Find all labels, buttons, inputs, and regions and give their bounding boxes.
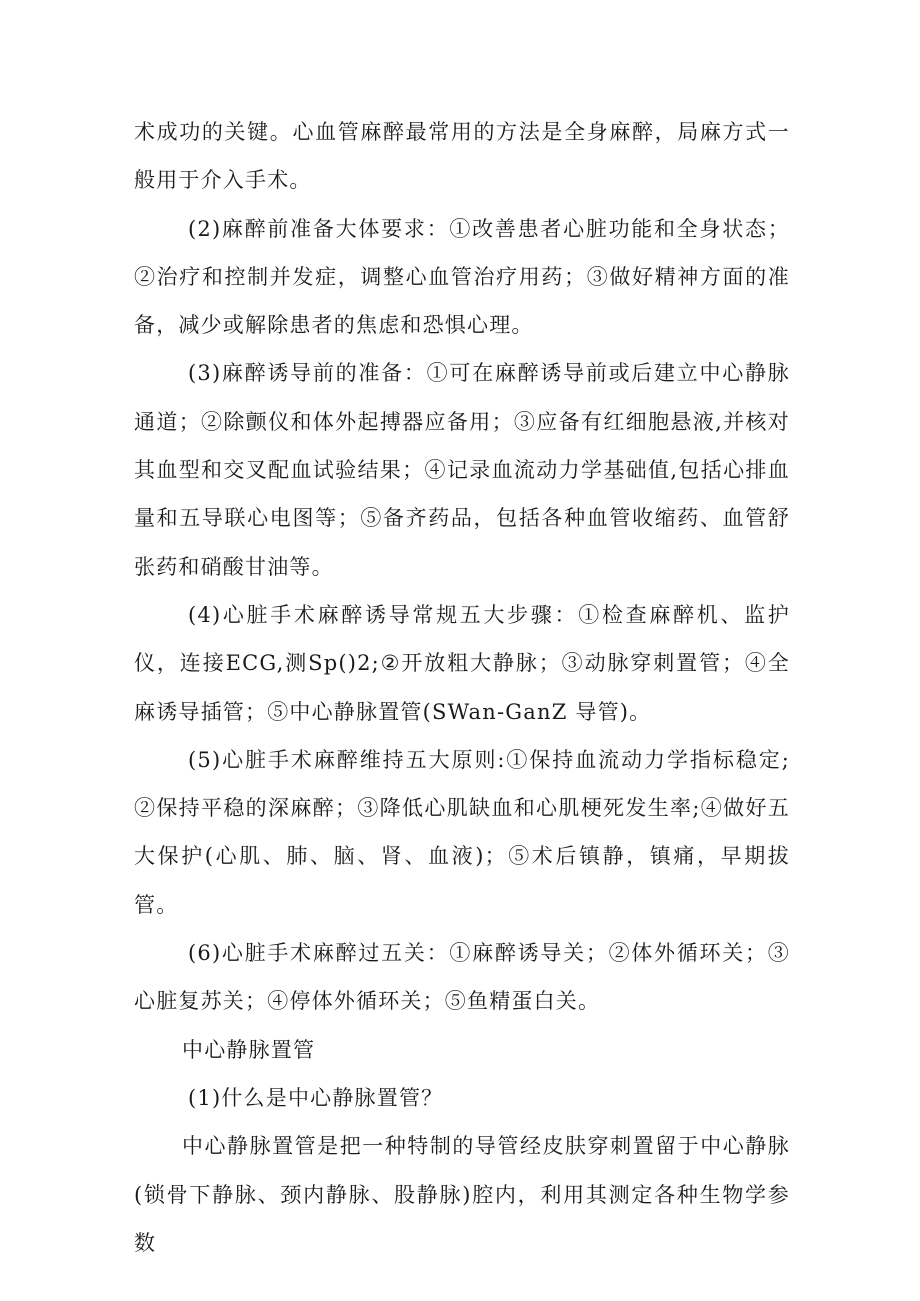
paragraph-five-checkpoints: (6)心脏手术麻醉过五关：①麻醉诱导关；②体外循环关；③心脏复苏关；④停体外循环关；⑤鱼精蛋白关。 bbox=[134, 941, 790, 1014]
paragraph-preparation-requirements: (2)麻醉前准备大体要求：①改善患者心脏功能和全身状态；②治疗和控制并发症，调整心血管治疗用药；③做好精神方面的准备，减少或解除患者的焦虑和恐惧心理。 bbox=[134, 216, 790, 338]
paragraph-maintenance-principles: (5)心脏手术麻醉维持五大原则:①保持血流动力学指标稳定;②保持平稳的深麻醉；③降低心肌缺血和心肌梗死发生率;④做好五大保护(心肌、肺、脑、肾、血液)；⑤术后镇静，镇痛，早期拔管。 bbox=[134, 747, 790, 917]
section-heading: 中心静脉置管 bbox=[182, 1037, 316, 1062]
paragraph-induction-steps: (4)心脏手术麻醉诱导常规五大步骤：①检查麻醉机、监护仪，连接ECG,测Sp()2;②开放粗大静脉；③动脉穿刺置管；④全麻诱导插管；⑤中心静脉置管(SWan-GanZ 导管)。 bbox=[134, 602, 790, 724]
document-body bbox=[134, 108, 790, 1267]
paragraph-continuation: 术成功的关键。心血管麻醉最常用的方法是全身麻醉，局麻方式一般用于介入手术。 bbox=[134, 120, 790, 193]
paragraph-pre-induction: (3)麻醉诱导前的准备：①可在麻醉诱导前或后建立中心静脉通道；②除颤仪和体外起搏器应备用；③应备有红细胞悬液,并核对其血型和交叉配血试验结果；④记录血流动力学基础值,包括心排血量和五导联心电图等；⑤备齐药品，包括各种血管收缩药、血管舒张药和硝酸甘油等。 bbox=[134, 361, 790, 579]
paragraph-definition: 中心静脉置管是把一种特制的导管经皮肤穿刺置留于中心静脉(锁骨下静脉、颈内静脉、股静脉)腔内，利用其测定各种生物学参数 bbox=[134, 1134, 790, 1255]
subsection-question: (1)什么是中心静脉置管？ bbox=[188, 1085, 444, 1110]
